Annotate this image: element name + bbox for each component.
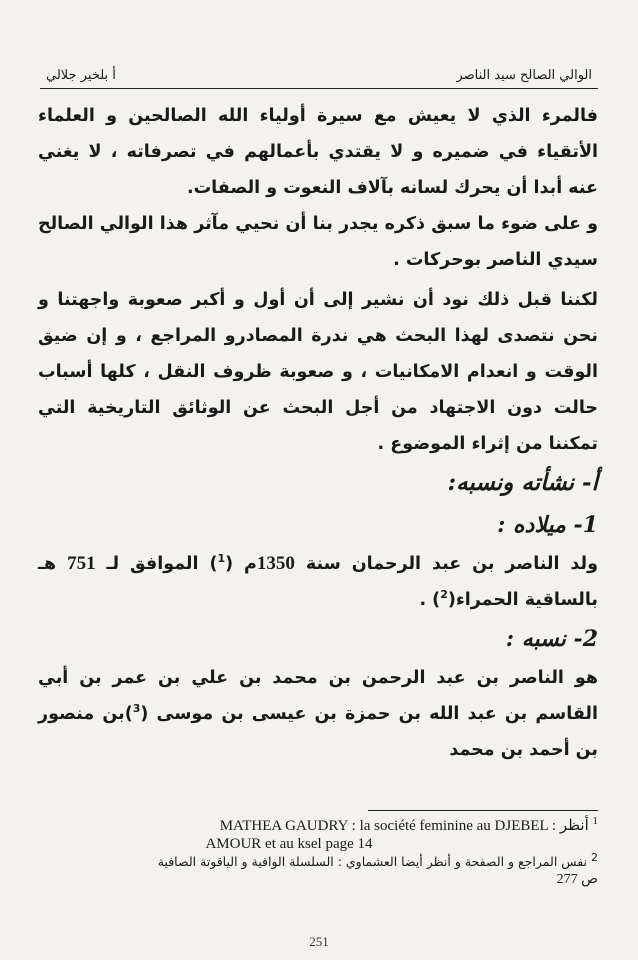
text-line: و نحن نتصدى لهذا البحث هي ندرة المصادرو المراجع ، و إن ضيق الوقت bbox=[38, 290, 598, 382]
hijri-year: 751 bbox=[67, 553, 96, 574]
birth-year: 1350 bbox=[256, 553, 295, 574]
text-line: لكننا قبل ذلك نود أن نشير إلى أن أول و أكبر صعوبة واجهتنا bbox=[57, 290, 598, 310]
text-fragment: ) الموافق لـ bbox=[95, 554, 218, 574]
footnote-ref[interactable]: 2 bbox=[440, 588, 448, 602]
header-book-title: الوالي الصالح سيد الناصر bbox=[456, 68, 592, 83]
text-fragment: الحمراء( bbox=[447, 590, 519, 610]
text-line: هو الناصر بن عبد الرحمن بن محمد بن علي بن عمر بن أبي القاسم بن bbox=[38, 668, 598, 724]
lineage-paragraph bbox=[38, 660, 598, 768]
footnote-2-page: ص 277 bbox=[556, 872, 598, 887]
text-fragment: ) . bbox=[419, 590, 441, 610]
text-fragment: )بن منصور بن أحمد بن محمد bbox=[38, 704, 598, 760]
footnote-divider bbox=[368, 810, 598, 811]
text-line: لسانه بآلاف النعوت و الصفات. bbox=[186, 178, 449, 198]
footnote-source: MATHEA GAUDRY : la société feminine au DJEBEL : bbox=[219, 818, 557, 834]
text-line: الاجتهاد من أجل البحث عن الوثائق التاريخية التي تمكننا من إثراء bbox=[38, 398, 598, 454]
subsection-heading-birth: 1- ميلاده : bbox=[497, 512, 598, 538]
page-number: 251 bbox=[309, 934, 329, 949]
running-header bbox=[40, 66, 598, 89]
footnote-1-continued: AMOUR et au ksel page 14 bbox=[205, 836, 373, 852]
footnote-1 bbox=[40, 817, 598, 835]
birth-paragraph bbox=[38, 546, 598, 618]
footnote-2 bbox=[40, 850, 598, 871]
section-heading: أ- نشأته ونسبه: bbox=[447, 469, 598, 496]
footnote-see: أنظر bbox=[559, 818, 589, 834]
text-fragment: هـ بالساقية bbox=[38, 554, 598, 610]
text-line: الموضوع . bbox=[377, 434, 466, 454]
footnote-ref[interactable]: 1 bbox=[217, 552, 226, 566]
footnote-ref[interactable]: 3 bbox=[132, 702, 141, 716]
text-fragment: عبد الله بن حمزة بن عيسى بن موسى ( bbox=[140, 704, 497, 724]
text-line: فالمرء الذي لا يعيش مع سيرة أولياء الله الصالحين و العلماء الأتقياء في bbox=[38, 106, 598, 162]
text-line: ضميره و لا يقتدي بأعمالهم في تصرفاته ، لا يغني عنه أبدا أن يحرك bbox=[38, 142, 598, 198]
text-line: و على ضوء ما سبق ذكره يجدر بنا أن نحيي مآثر هذا الوالي الصالح bbox=[38, 214, 598, 234]
paragraph-3 bbox=[38, 282, 598, 462]
text-fragment: م ( bbox=[225, 554, 257, 574]
subsection-heading-lineage: 2- نسبه : bbox=[505, 626, 598, 652]
footnote-number: 1 bbox=[592, 815, 598, 827]
paragraph-2 bbox=[38, 206, 598, 278]
main-text bbox=[38, 98, 598, 768]
footnote-number: 2 bbox=[591, 850, 598, 864]
footnote-text: نفس المراجع و الصفحة و أنظر أيضا العشماوي : السلسلة الوافية و الياقوتة الصافية bbox=[157, 854, 588, 869]
footnotes bbox=[40, 817, 598, 889]
text-line: سيدي الناصر بوحركات . bbox=[393, 250, 598, 270]
text-fragment: ولد الناصر بن عبد الرحمان سنة bbox=[294, 554, 598, 574]
header-author: أ بلخير جلالي bbox=[46, 68, 116, 83]
text-line: و انعدام الامكانيات ، و صعوبة ظروف النقل ، كلها أسباب حالت دون bbox=[38, 362, 599, 418]
paragraph-1 bbox=[38, 98, 598, 206]
